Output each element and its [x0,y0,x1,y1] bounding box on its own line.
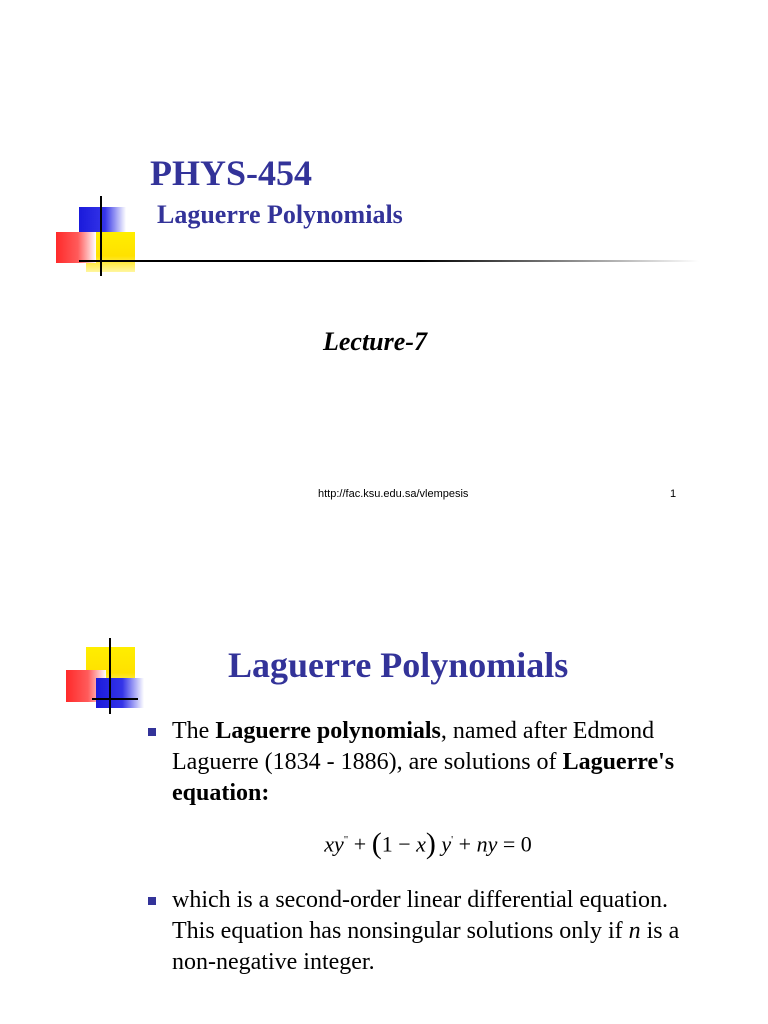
eq-term: x [416,831,426,857]
eq-operator: + [348,831,372,857]
slide-2 [0,600,768,1024]
slide-title: PHYS-454 [150,153,312,193]
equation-block [148,825,708,859]
bullet-text: The [172,718,216,744]
red-square [56,232,96,263]
eq-paren: ) [425,827,436,861]
bullet-square-icon [148,728,156,736]
decorative-vertical-line [109,638,111,714]
list-item [148,716,708,809]
list-item [148,885,708,978]
eq-prime: ' [451,834,454,846]
eq-equals: = 0 [497,831,532,857]
decorative-horizontal-line [92,698,138,700]
eq-term: xy [324,831,344,857]
laguerre-equation [148,825,708,859]
bullet-square-icon [148,897,156,905]
title-underline [79,260,699,262]
eq-operator: + [453,831,477,857]
footer-url: http://fac.ksu.edu.sa/vlempesis [318,488,469,500]
page-number: 1 [670,488,677,500]
slide-subtitle: Laguerre Polynomials [157,200,403,229]
eq-term: 1 − [381,831,417,857]
blue-square [96,678,144,708]
bullet-text: which is a second-order linear differential equation. This equation has nonsingular solutions only if [172,887,669,945]
bullet-list [148,716,708,978]
slide-title: Laguerre Polynomials [228,645,569,685]
bullet-bold-term: Laguerre's equation: [172,749,675,806]
eq-term: ny [476,831,498,857]
lecture-label: Lecture-7 [323,327,427,356]
bullet-text: , named after Edmond Laguerre (1834 - 1886), are solutions of [172,718,655,775]
eq-paren: ( [371,827,382,861]
eq-prime: " [343,834,349,846]
bullet-italic-var: n [628,918,641,945]
eq-term: y [441,831,452,857]
bullet-bold-term: Laguerre polynomials [215,718,441,744]
decorative-vertical-line [100,196,102,276]
bullet-text: is a non-negative integer. [172,918,680,976]
